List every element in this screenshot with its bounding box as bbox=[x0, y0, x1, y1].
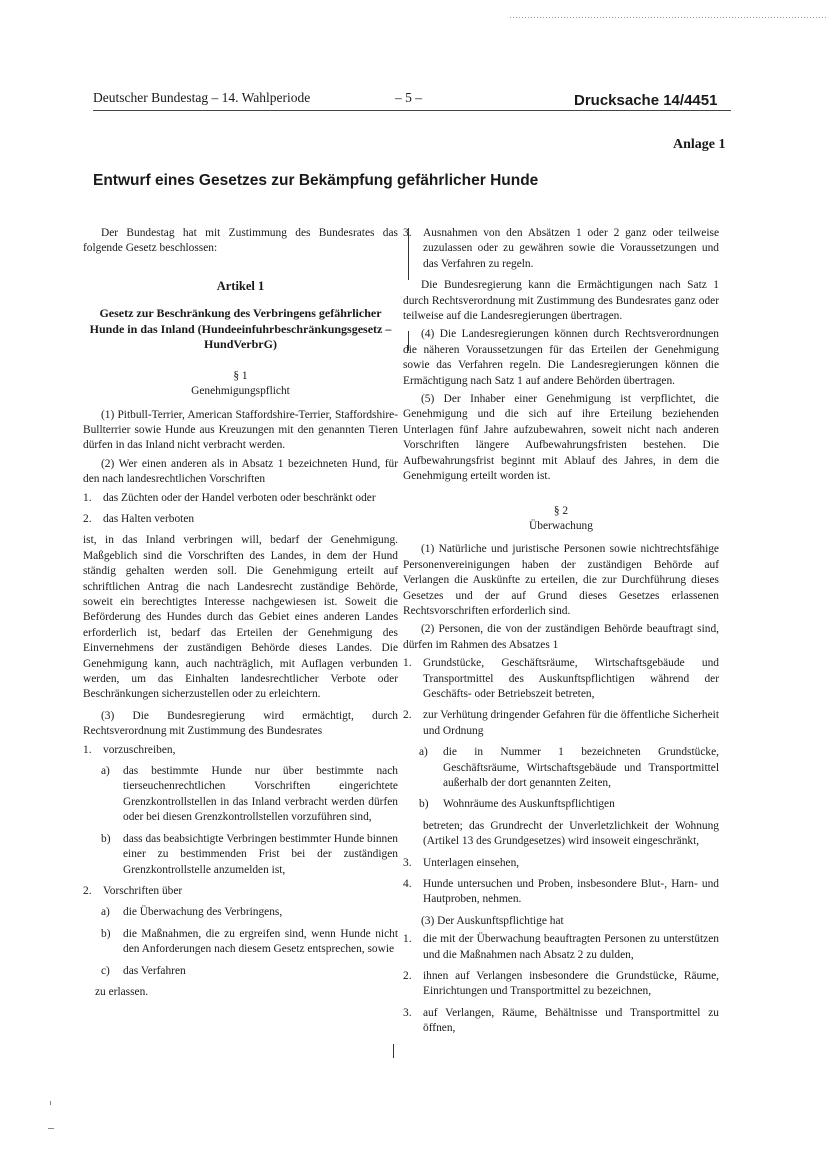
list-text: das Halten verboten bbox=[103, 512, 195, 525]
list-text: Vorschriften über bbox=[103, 884, 183, 897]
list-number: 3. bbox=[403, 1006, 412, 1019]
list-number: 1. bbox=[403, 933, 412, 946]
sub-list-text: die Maßnahmen, die zu ergreifen sind, wenn Hunde nicht den Anforderungen nach diesem Gesetz entsprechen, sowie bbox=[123, 927, 398, 956]
list-number: 3. bbox=[403, 227, 412, 239]
anlage-label: Anlage 1 bbox=[673, 137, 726, 152]
list-item bbox=[403, 932, 719, 963]
sub-list-item bbox=[403, 745, 719, 791]
left-column bbox=[83, 226, 398, 1006]
list-item bbox=[83, 743, 398, 758]
header-rule bbox=[93, 110, 731, 111]
list-item bbox=[83, 884, 398, 899]
list-text: auf Verlangen, Räume, Behältnisse und Transportmittel zu öffnen, bbox=[423, 1006, 719, 1035]
scan-dots-top-right bbox=[510, 17, 826, 18]
list-item bbox=[403, 656, 719, 702]
section-1-sign: § 1 bbox=[233, 369, 248, 382]
s2-paragraph-3: (3) Der Auskunftspflichtige hat bbox=[421, 914, 564, 927]
list-item bbox=[403, 969, 719, 1000]
sub-list-text: das Verfahren bbox=[123, 964, 186, 977]
sub-list-item bbox=[83, 905, 398, 920]
list-number: 2. bbox=[403, 970, 412, 983]
header-drucksache: Drucksache 14/4451 bbox=[574, 92, 718, 109]
list-item bbox=[403, 226, 719, 272]
sub-list-item bbox=[83, 764, 398, 826]
list-number: 1. bbox=[403, 657, 412, 670]
s1-paragraph-1: (1) Pitbull-Terrier, American Staffordshire-Terrier, Staffordshire-Bullterrier sowie Hunde aus Kreuzungen mit den genannten Tieren dürfen in das Inland nicht verbracht werden. bbox=[83, 408, 398, 452]
list-item bbox=[83, 512, 398, 527]
article-heading: Artikel 1 bbox=[216, 278, 265, 293]
list-item bbox=[83, 491, 398, 506]
s1-paragraph-2: (2) Wer einen anderen als in Absatz 1 bezeichneten Hund, für den nach landesrechtlichen Vorschriften bbox=[83, 457, 398, 486]
list-text: die mit der Überwachung beauftragten Personen zu unterstützen und die Maßnahmen nach Absatz 2 zu dulden, bbox=[423, 933, 719, 961]
s1-paragraph-3-tail: zu erlassen. bbox=[95, 985, 149, 998]
list-text: Unterlagen einsehen, bbox=[423, 856, 520, 869]
sub-list-letter: b) bbox=[101, 927, 111, 940]
list-number: 1. bbox=[83, 743, 92, 756]
s1-paragraph-3: (3) Die Bundesregierung wird ermächtigt, durch Rechtsverordnung mit Zustimmung des Bundesrates bbox=[83, 709, 398, 738]
sub-list-item bbox=[403, 797, 719, 812]
section-2-sign: § 2 bbox=[553, 504, 569, 517]
list-number: 1. bbox=[83, 491, 92, 504]
s2-paragraph-2: (2) Personen, die von der zuständigen Behörde beauftragt sind, dürfen im Rahmen des Absatzes 1 bbox=[403, 623, 719, 651]
list-text: ihnen auf Verlangen insbesondere die Grundstücke, Räume, Einrichtungen und Transportmittel zu bezeichnen, bbox=[423, 970, 719, 998]
right-column bbox=[403, 226, 719, 1043]
list-text: zur Verhütung dringender Gefahren für die öffentliche Sicherheit und Ordnung bbox=[423, 709, 719, 737]
sub-list-letter: a) bbox=[101, 765, 110, 778]
list-text: vorzuschreiben, bbox=[103, 743, 176, 756]
header-page-number: – 5 – bbox=[395, 90, 422, 105]
list-text: Hunde untersuchen und Proben, insbesondere Blut-, Harn- und Hautproben, nehmen. bbox=[423, 878, 719, 906]
sub-list-letter: b) bbox=[101, 832, 111, 845]
s1-paragraph-4: (4) Die Landesregierungen können durch Rechtsverordnungen die näheren Voraussetzungen für das Erteilen der Genehmigung sowie das Verfahren regeln. Die Landesregierungen können die Ermächtigung nach Satz 1 auf andere Behörden übertragen. bbox=[403, 328, 719, 387]
list-number: 2. bbox=[83, 884, 92, 897]
s2-paragraph-2-continued: betreten; das Grundrecht der Unverletzlichkeit der Wohnung (Artikel 13 des Grundgesetzes) wird insoweit eingeschränkt, bbox=[423, 819, 719, 848]
law-title: Gesetz zur Beschränkung des Verbringens gefährlicher Hunde in das Inland (Hundeeinfuhrbeschränkungsgesetz – HundVerbrG) bbox=[89, 306, 392, 352]
list-number: 2. bbox=[403, 709, 412, 722]
list-text: das Züchten oder der Handel verboten oder beschränkt oder bbox=[103, 491, 376, 504]
s1-paragraph-5: (5) Der Inhaber einer Genehmigung ist verpflichtet, die Genehmigung und die sich auf ihre Erteilung beziehenden Unterlagen fünf Jahre aufzubewahren, soweit nicht nach anderen Vorschriften längere Aufbewahrungsfristen bestehen. Die Aufbewahrungsfrist beginnt mit Ablauf des Jahres, in dem die Genehmigung erteilt worden ist. bbox=[403, 393, 719, 483]
sub-list-item bbox=[83, 832, 398, 878]
sub-list-item bbox=[83, 927, 398, 958]
list-number: 2. bbox=[83, 512, 92, 525]
scan-mark-left-2 bbox=[50, 1101, 51, 1105]
scan-mark-left bbox=[48, 1128, 54, 1129]
sub-list-text: Wohnräume des Auskunftspflichtigen bbox=[443, 798, 615, 811]
sub-list-letter: a) bbox=[101, 906, 110, 919]
s2-paragraph-1: (1) Natürliche und juristische Personen sowie nichtrechtsfähige Personenvereinigungen haben der zuständigen Behörde auf Verlangen die Auskünfte zu erteilen, die zur Durchführung dieses Gesetzes und der auf Grund dieses Gesetzes erlassenen Rechtsvorschriften erforderlich sind. bbox=[403, 543, 719, 617]
s1-paragraph-2-continued: ist, in das Inland verbringen will, bedarf der Genehmigung. Maßgeblich sind die Vorschriften des Landes, in dem der Hund ständig gehalten werden soll. Die Genehmigung erteilt auf schriftlichen Antrag die nach Landesrecht zuständige Behörde, soweit ein berechtigtes Interesse nachgewiesen ist. Soweit die Beförderung des Hundes durch das Gebiet eines anderen Landes erforderlich ist, bedarf das Erteilen der Genehmigung des Einvernehmens der zuständigen Behörde dieses Landes. Die Genehmigung kann, auch nachträglich, mit Auflagen verbunden werden, um das Einhalten landesrechtlicher Verbote oder Beschränkungen sicherzustellen oder zu erleichtern. bbox=[83, 534, 398, 701]
document-title: Entwurf eines Gesetzes zur Bekämpfung gefährlicher Hunde bbox=[93, 172, 539, 189]
list-item bbox=[403, 708, 719, 739]
header-left: Deutscher Bundestag – 14. Wahlperiode bbox=[93, 90, 311, 105]
sub-list-letter: b) bbox=[419, 798, 429, 811]
list-item bbox=[403, 856, 719, 871]
sub-list-text: die Überwachung des Verbringens, bbox=[123, 906, 283, 919]
delegation-paragraph: Die Bundesregierung kann die Ermächtigungen nach Satz 1 durch Rechtsverordnung mit Zustimmung des Bundesrates ganz oder teilweise auf die Landesregierungen übertragen. bbox=[403, 279, 719, 323]
section-1-heading: Genehmigungspflicht bbox=[191, 385, 290, 398]
sub-list-letter: c) bbox=[101, 964, 110, 977]
sub-list-item bbox=[83, 964, 398, 979]
sub-list-text: die in Nummer 1 bezeichneten Grundstücke, Geschäftsräume, Wirtschaftsgebäude und Transportmittel außerhalb der dort genannten Zeiten, bbox=[443, 746, 719, 789]
list-item bbox=[403, 1006, 719, 1037]
list-text: Grundstücke, Geschäftsräume, Wirtschaftsgebäude und Transportmittel des Auskunftspflichtigen während der Geschäfts- oder Betriebszeit betreten, bbox=[423, 657, 719, 700]
list-number: 4. bbox=[403, 878, 412, 891]
sub-list-letter: a) bbox=[419, 746, 428, 759]
list-item bbox=[403, 877, 719, 908]
intro-text: Der Bundestag hat mit Zustimmung des Bundesrates das folgende Gesetz beschlossen: bbox=[83, 227, 398, 255]
list-text: Ausnahmen von den Absätzen 1 oder 2 ganz oder teilweise zuzulassen oder zu gewähren sowie die Voraussetzungen und das Verfahren zu regeln. bbox=[423, 227, 719, 270]
sub-list-text: das bestimmte Hunde nur über bestimmte nach tierseuchenrechtlichen Vorschriften eingerichtete Grenzkontrollstellen in das Inland verbracht werden dürfen oder bei diesen Grenzkontrollstellen vorzuführen sind, bbox=[123, 765, 398, 824]
spacer bbox=[403, 488, 719, 496]
column-divider-3 bbox=[393, 1044, 394, 1058]
list-number: 3. bbox=[403, 856, 412, 869]
sub-list-text: dass das beabsichtigte Verbringen bestimmter Hunde binnen einer zu bestimmenden Frist bei der zuständigen Grenzkontrollstelle anzumelden ist, bbox=[123, 832, 398, 876]
section-2-heading: Überwachung bbox=[529, 519, 593, 532]
